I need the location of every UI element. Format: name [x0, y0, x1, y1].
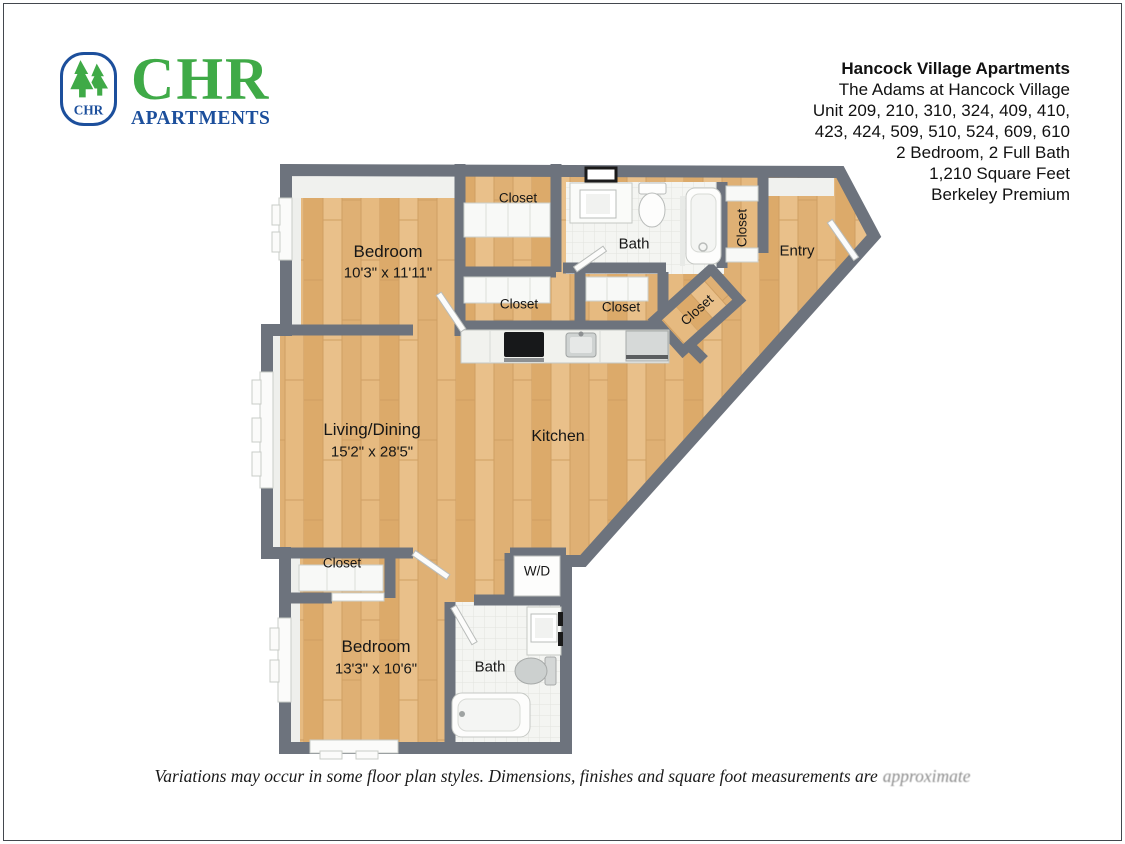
bedroom2-dimensions: 13'3" x 10'6"	[334, 660, 418, 678]
badge-monogram: CHR	[73, 102, 104, 118]
living-dining-label: Living/Dining	[323, 420, 421, 439]
closet-top-label: Closet	[498, 190, 538, 206]
bedroom1-label: Bedroom	[353, 242, 423, 261]
bed-bath-configuration: 2 Bedroom, 2 Full Bath	[896, 143, 1070, 162]
bath2-label: Bath	[474, 658, 506, 676]
brand-name: CHR	[131, 46, 271, 112]
closet-row2-left-label: Closet	[499, 296, 539, 312]
unit-numbers-line1: Unit 209, 210, 310, 324, 409, 410,	[812, 101, 1070, 120]
community-name: The Adams at Hancock Village	[838, 80, 1070, 99]
property-title: Hancock Village Apartments	[841, 59, 1070, 78]
bedroom2-label: Bedroom	[341, 637, 411, 656]
disclaimer-faded-word: approximate	[882, 766, 971, 786]
entry-label: Entry	[779, 242, 815, 260]
toilet	[639, 193, 665, 227]
closet-bedroom2-label: Closet	[322, 555, 362, 571]
bath1-label: Bath	[618, 235, 650, 253]
finish-style: Berkeley Premium	[931, 185, 1070, 204]
unit-numbers-line2: 423, 424, 509, 510, 524, 609, 610	[814, 122, 1070, 141]
closet-diagonal-label: Closet	[677, 291, 717, 329]
stove	[504, 332, 544, 357]
bedroom1-dimensions: 10'3" x 11'11"	[343, 264, 433, 282]
brand-suffix: APARTMENTS	[131, 108, 271, 129]
mirror	[586, 168, 616, 181]
kitchen-counter	[461, 330, 669, 363]
disclaimer	[0, 766, 1125, 787]
kitchen-label: Kitchen	[531, 428, 585, 445]
disclaimer-text: Variations may occur in some floor plan styles. Dimensions, finishes and square foot measurements are	[154, 766, 878, 786]
toilet	[515, 658, 547, 684]
living-dining-dimensions: 15'2" x 28'5"	[330, 443, 414, 461]
closet-entry-label: Closet	[734, 208, 750, 248]
washer-dryer-label: W/D	[523, 563, 551, 579]
closet-row2-right-label: Closet	[601, 299, 641, 315]
square-footage: 1,210 Square Feet	[929, 164, 1070, 183]
